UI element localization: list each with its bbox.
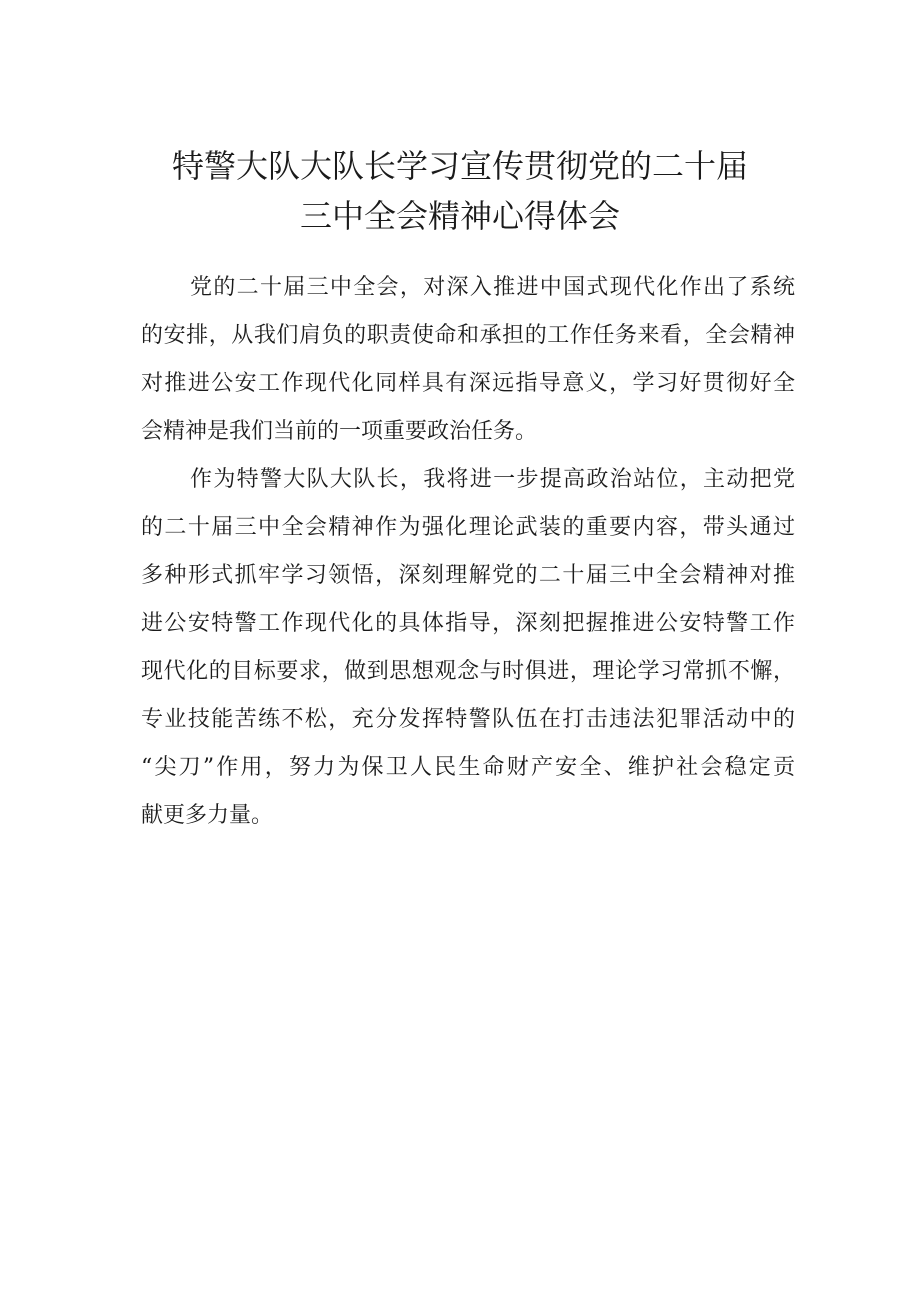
paragraph-2-line-8: 献更多力量。 <box>141 803 274 828</box>
paragraph-1-line-4: 会精神是我们当前的一项重要政治任务。 <box>141 419 538 444</box>
paragraph-2-line-1: 作为特警大队大队长，我将进一步提高政治站位，主动把党 <box>190 467 795 492</box>
paragraph-1-line-3: 对推进公安工作现代化同样具有深远指导意义，学习好贯彻好全 <box>141 371 795 396</box>
paragraph-2-line-5: 现代化的目标要求，做到思想观念与时俱进，理论学习常抓不懈， <box>141 659 795 684</box>
paragraph-1-line-2: 的安排，从我们肩负的职责使命和承担的工作任务来看，全会精神 <box>141 323 795 348</box>
paragraph-1-line-1: 党的二十届三中全会，对深入推进中国式现代化作出了系统 <box>190 275 795 300</box>
paragraph-2-line-7: “尖刀”作用，努力为保卫人民生命财产安全、维护社会稳定贡 <box>141 755 795 780</box>
paragraph-2-line-4: 进公安特警工作现代化的具体指导，深刻把握推进公安特警工作 <box>141 611 795 636</box>
document-title-line-2: 三中全会精神心得体会 <box>299 197 620 235</box>
paragraph-2-line-2: 的二十届三中全会精神作为强化理论武装的重要内容，带头通过 <box>141 515 795 540</box>
paragraph-2-line-6: 专业技能苦练不松，充分发挥特警队伍在打击违法犯罪活动中的 <box>141 707 795 732</box>
document-title-line-1: 特警大队大队长学习宣传贯彻党的二十届 <box>171 147 748 185</box>
paragraph-2-line-3: 多种形式抓牢学习领悟，深刻理解党的二十届三中全会精神对推 <box>141 563 795 588</box>
